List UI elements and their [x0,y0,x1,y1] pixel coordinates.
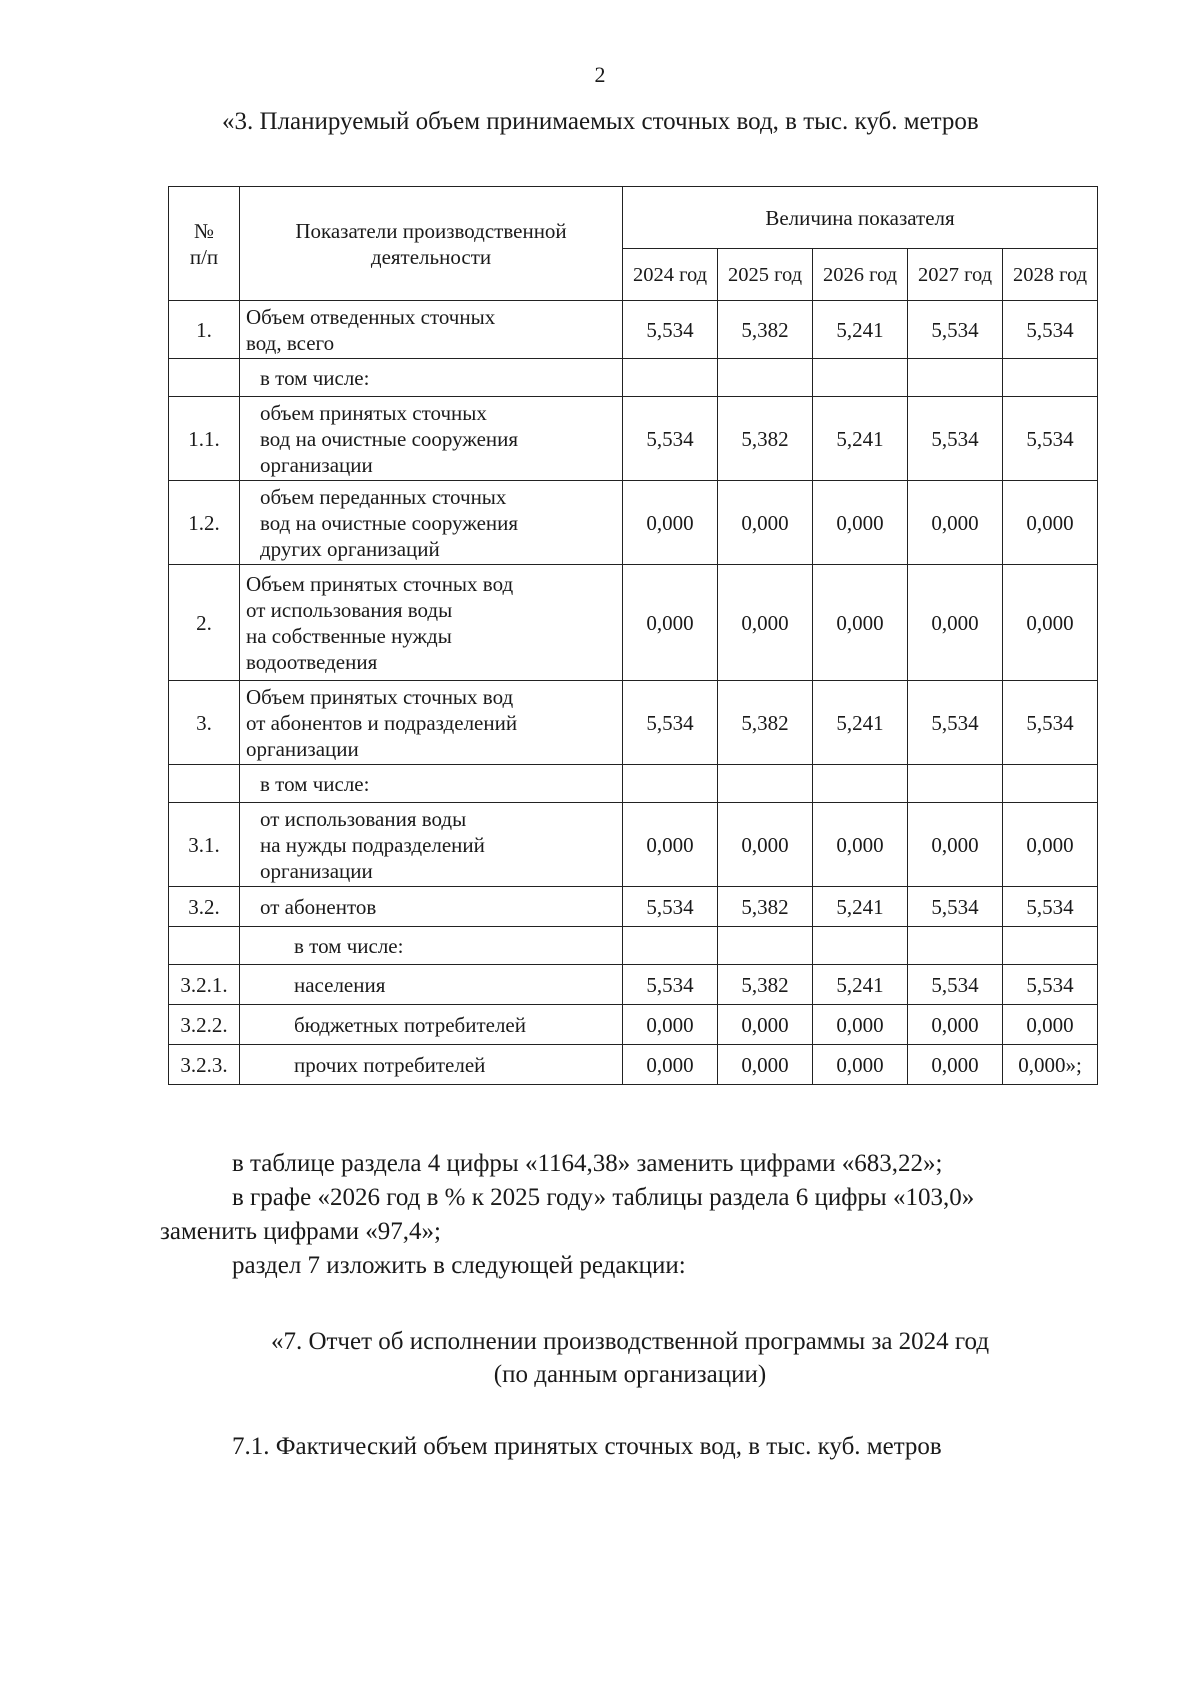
value-cell: 0,000 [813,481,908,565]
value-cell [718,927,813,965]
value-cell: 5,241 [813,965,908,1005]
value-cell: 5,534 [1003,397,1098,481]
value-cell: 0,000 [623,565,718,681]
header-indicators: Показатели производственной деятельности [240,187,623,301]
paragraph: заменить цифрами «97,4»; [160,1218,441,1245]
table-row [169,927,1098,965]
value-cell: 0,000 [718,565,813,681]
value-cell: 5,534 [623,681,718,765]
value-cell: 0,000 [1003,803,1098,887]
value-cell [623,765,718,803]
row-number: 1.2. [169,481,240,565]
value-cell: 5,241 [813,681,908,765]
row-label: Объем принятых сточных вод от абонентов и подразделений организации [240,681,623,765]
row-label: Объем отведенных сточных вод, всего [240,301,623,359]
paragraph: раздел 7 изложить в следующей редакции: [232,1252,686,1279]
value-cell: 0,000 [623,803,718,887]
value-cell: 0,000 [718,1005,813,1045]
row-number [169,765,240,803]
header-year: 2025 год [718,249,813,301]
value-cell [908,765,1003,803]
value-cell [623,359,718,397]
value-cell: 0,000 [908,481,1003,565]
table-row [169,765,1098,803]
table-row [169,681,1098,765]
value-cell [718,765,813,803]
header-num: № п/п [169,187,240,301]
section-title-line: «7. Отчет об исполнении производственной программы за 2024 год [270,1328,990,1355]
row-label: населения [240,965,623,1005]
value-cell: 0,000 [908,1005,1003,1045]
row-number: 3.2.3. [169,1045,240,1085]
value-cell: 5,241 [813,301,908,359]
row-number: 3. [169,681,240,765]
value-cell: 0,000 [813,1005,908,1045]
value-cell: 0,000 [908,803,1003,887]
amendment-text [160,1147,1100,1283]
value-cell: 5,534 [1003,965,1098,1005]
value-cell: 0,000 [718,481,813,565]
value-cell: 5,534 [623,397,718,481]
table-row [169,301,1098,359]
table-row [169,359,1098,397]
value-cell: 5,241 [813,397,908,481]
value-cell: 0,000 [908,1045,1003,1085]
table-row [169,803,1098,887]
value-cell: 0,000 [908,565,1003,681]
row-number: 1.1. [169,397,240,481]
value-cell: 0,000 [1003,1005,1098,1045]
value-cell: 5,534 [908,397,1003,481]
value-cell: 0,000 [623,1005,718,1045]
value-cell: 5,534 [908,965,1003,1005]
paragraph: в графе «2026 год в % к 2025 году» таблицы раздела 6 цифры «103,0» [232,1184,975,1211]
value-cell: 0,000 [718,803,813,887]
value-cell: 0,000»; [1003,1045,1098,1085]
header-value-group: Величина показателя [623,187,1098,249]
value-cell [1003,927,1098,965]
value-cell: 5,534 [1003,681,1098,765]
value-cell: 5,382 [718,965,813,1005]
header-year: 2026 год [813,249,908,301]
row-label: от использования воды на нужды подразделений организации [240,803,623,887]
value-cell [813,765,908,803]
row-number: 3.2. [169,887,240,927]
header-year: 2028 год [1003,249,1098,301]
value-cell [908,359,1003,397]
value-cell: 5,241 [813,887,908,927]
table-row [169,887,1098,927]
row-label: объем принятых сточных вод на очистные сооружения организации [240,397,623,481]
value-cell: 0,000 [718,1045,813,1085]
value-cell: 5,534 [623,301,718,359]
header-year: 2027 год [908,249,1003,301]
header-year: 2024 год [623,249,718,301]
table-row [169,397,1098,481]
row-label: в том числе: [240,359,623,397]
value-cell [1003,359,1098,397]
value-cell: 0,000 [813,1045,908,1085]
value-cell: 5,382 [718,887,813,927]
page-number: 2 [594,62,606,87]
table-row [169,565,1098,681]
row-label: в том числе: [240,765,623,803]
value-cell: 0,000 [813,565,908,681]
row-label: прочих потребителей [240,1045,623,1085]
row-label: в том числе: [240,927,623,965]
row-label: объем переданных сточных вод на очистные сооружения других организаций [240,481,623,565]
value-cell [813,927,908,965]
row-number: 3.1. [169,803,240,887]
table-row [169,965,1098,1005]
value-cell: 0,000 [1003,565,1098,681]
value-cell: 5,534 [623,965,718,1005]
value-cell: 5,382 [718,681,813,765]
value-cell [1003,765,1098,803]
row-number: 2. [169,565,240,681]
subsection-title: 7.1. Фактический объем принятых сточных вод, в тыс. куб. метров [232,1433,942,1460]
value-cell: 0,000 [623,1045,718,1085]
table-row [169,1005,1098,1045]
value-cell: 5,534 [908,681,1003,765]
row-number: 1. [169,301,240,359]
value-cell: 5,382 [718,301,813,359]
value-cell: 5,534 [623,887,718,927]
row-number: 3.2.2. [169,1005,240,1045]
row-number: 3.2.1. [169,965,240,1005]
section-title-line: (по данным организации) [493,1361,767,1388]
indicators-table [168,186,1098,1085]
row-label: от абонентов [240,887,623,927]
value-cell: 5,534 [908,301,1003,359]
value-cell: 5,534 [908,887,1003,927]
table-row [169,1045,1098,1085]
value-cell [813,359,908,397]
value-cell: 0,000 [1003,481,1098,565]
row-number [169,359,240,397]
value-cell: 5,382 [718,397,813,481]
table-row [169,481,1098,565]
value-cell: 0,000 [623,481,718,565]
value-cell [908,927,1003,965]
value-cell: 5,534 [1003,887,1098,927]
row-label: Объем принятых сточных вод от использования воды на собственные нужды водоотведения [240,565,623,681]
row-label: бюджетных потребителей [240,1005,623,1045]
section-title [160,1325,1100,1391]
value-cell: 5,534 [1003,301,1098,359]
value-cell: 0,000 [813,803,908,887]
paragraph: в таблице раздела 4 цифры «1164,38» заменить цифрами «683,22»; [232,1150,943,1177]
table-title: «3. Планируемый объем принимаемых сточных вод, в тыс. куб. метров [222,108,979,135]
value-cell [718,359,813,397]
value-cell [623,927,718,965]
row-number [169,927,240,965]
